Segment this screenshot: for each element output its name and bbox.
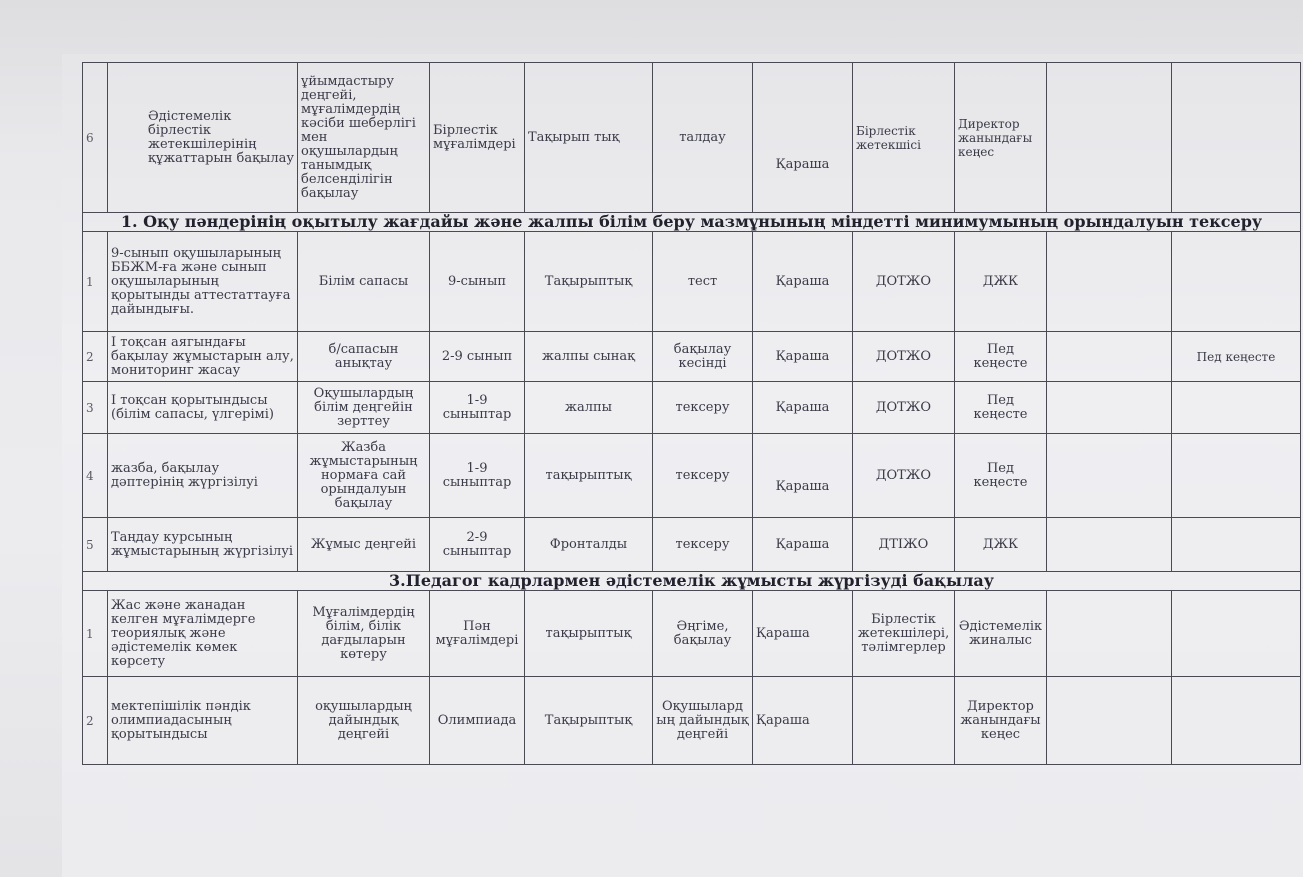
- control-method: талдау: [653, 63, 753, 213]
- extra-cell: [1047, 382, 1172, 434]
- table-row: [83, 434, 1301, 518]
- extra-cell: [1172, 232, 1301, 332]
- control-responsible: ДОТЖО: [853, 434, 955, 518]
- control-method: тексеру: [653, 434, 753, 518]
- control-topic: І тоқсан аягындағы бақылау жұмыстарын алу, мониторинг жасау: [108, 332, 298, 382]
- section-heading-row: [83, 213, 1301, 232]
- extra-cell: [1047, 332, 1172, 382]
- control-responsible: Бірлестік жетекшілері, тәлімгерлер: [853, 591, 955, 677]
- control-kind: тақырыптық: [525, 434, 653, 518]
- control-responsible: Бірлестік жетекшісі: [853, 63, 955, 213]
- extra-cell: [1047, 677, 1172, 765]
- control-topic: Таңдау курсының жұмыстарының жүргізілуі: [108, 518, 298, 572]
- control-period: Қараша: [753, 518, 853, 572]
- row-number: 3: [83, 382, 108, 434]
- control-topic: мектепішілік пәндік олимпиадасының қорытындысы: [108, 677, 298, 765]
- control-period: Қараша: [753, 434, 853, 518]
- extra-cell: [1047, 232, 1172, 332]
- extra-cell: [1172, 677, 1301, 765]
- control-kind: жалпы: [525, 382, 653, 434]
- control-goal: Оқушылардың білім деңгейін зерттеу: [298, 382, 430, 434]
- section-1-title: 1. Оқу пәндерінің оқытылу жағдайы және жалпы білім беру мазмұнының міндетті минимумының орындалуын тексеру: [83, 213, 1301, 232]
- control-object: 1-9 сыныптар: [430, 434, 525, 518]
- row-number: 5: [83, 518, 108, 572]
- control-responsible: ДОТЖО: [853, 232, 955, 332]
- control-period: Қараша: [753, 382, 853, 434]
- control-period: Қараша: [753, 232, 853, 332]
- extra-cell: [1172, 591, 1301, 677]
- table-row: [83, 677, 1301, 765]
- extra-cell: [1172, 63, 1301, 213]
- row-number: 2: [83, 677, 108, 765]
- control-goal: Жазба жұмыстарының нормаға сай орындалуын бақылау: [298, 434, 430, 518]
- extra-cell: [1047, 591, 1172, 677]
- table-row: [83, 332, 1301, 382]
- row-number: 6: [83, 63, 108, 213]
- control-period: Қараша: [753, 332, 853, 382]
- control-review: ДЖК: [955, 518, 1047, 572]
- extra-cell: [1047, 63, 1172, 213]
- section-heading-row: [83, 572, 1301, 591]
- control-object: Бірлестік мұғалімдері: [430, 63, 525, 213]
- control-method: тексеру: [653, 518, 753, 572]
- control-object: 1-9 сыныптар: [430, 382, 525, 434]
- control-object: Олимпиада: [430, 677, 525, 765]
- control-method: тексеру: [653, 382, 753, 434]
- control-object: Пән мұғалімдері: [430, 591, 525, 677]
- control-review: ДЖК: [955, 232, 1047, 332]
- control-goal: Жұмыс деңгейі: [298, 518, 430, 572]
- control-review: Директор жанындағы кеңес: [955, 63, 1047, 213]
- control-goal: Білім сапасы: [298, 232, 430, 332]
- control-goal: оқушылардың дайындық деңгейі: [298, 677, 430, 765]
- control-goal: ұйымдастыру деңгейі, мұғалімдердің кәсіби шеберлігі мен оқушылардың танымдық белсенділігін бақылау: [298, 63, 430, 213]
- control-topic: жазба, бақылау дәптерінің жүргізілуі: [108, 434, 298, 518]
- extra-cell: [1047, 434, 1172, 518]
- control-kind: Тақырып тық: [525, 63, 653, 213]
- control-kind: тақырыптық: [525, 591, 653, 677]
- row-number: 2: [83, 332, 108, 382]
- table-row: [83, 591, 1301, 677]
- row-number: 1: [83, 591, 108, 677]
- control-topic: І тоқсан қорытындысы (білім сапасы, үлгерімі): [108, 382, 298, 434]
- section-3-title: 3.Педагог кадрлармен әдістемелік жұмысты жүргізуді бақылау: [83, 572, 1301, 591]
- control-goal: Мұғалімдердің білім, білік дағдыларын көтеру: [298, 591, 430, 677]
- control-method: бақылау кесінді: [653, 332, 753, 382]
- control-review: Директор жанындағы кеңес: [955, 677, 1047, 765]
- row-number: 4: [83, 434, 108, 518]
- control-period: Қараша: [753, 677, 853, 765]
- control-method: тест: [653, 232, 753, 332]
- control-object: 9-сынып: [430, 232, 525, 332]
- extra-cell: [1047, 518, 1172, 572]
- table-row: [83, 382, 1301, 434]
- control-method: Әңгіме, бақылау: [653, 591, 753, 677]
- table-row: [83, 63, 1301, 213]
- control-responsible: [853, 677, 955, 765]
- control-review: Пед кеңесте: [955, 434, 1047, 518]
- control-review: Пед кеңесте: [955, 332, 1047, 382]
- control-kind: Тақырыптық: [525, 232, 653, 332]
- control-responsible: ДОТЖО: [853, 332, 955, 382]
- control-responsible: ДОТЖО: [853, 382, 955, 434]
- control-kind: Фронталды: [525, 518, 653, 572]
- row-number: 1: [83, 232, 108, 332]
- control-topic: 9-сынып оқушыларының ББЖМ-ға және сынып оқушыларының қорытынды аттестаттауға дайындығы.: [108, 232, 298, 332]
- control-review: Пед кеңесте: [955, 382, 1047, 434]
- control-period: Қараша: [753, 591, 853, 677]
- table-row: [83, 232, 1301, 332]
- extra-cell: [1172, 382, 1301, 434]
- control-object: 2-9 сынып: [430, 332, 525, 382]
- extra-cell: [1172, 434, 1301, 518]
- control-kind: Тақырыптық: [525, 677, 653, 765]
- extra-cell: [1172, 518, 1301, 572]
- control-kind: жалпы сынақ: [525, 332, 653, 382]
- control-object: 2-9 сыныптар: [430, 518, 525, 572]
- control-responsible: ДТІЖО: [853, 518, 955, 572]
- control-review: Әдістемелік жиналыс: [955, 591, 1047, 677]
- extra-cell: Пед кеңесте: [1172, 332, 1301, 382]
- table-row: [83, 518, 1301, 572]
- control-topic: Жас және жанадан келген мұғалімдерге теориялық және әдістемелік көмек көрсету: [108, 591, 298, 677]
- inspection-plan-table: [82, 62, 1301, 765]
- control-period: Қараша: [753, 63, 853, 213]
- control-topic: Әдістемелік бірлестік жетекшілерінің құжаттарын бақылау: [108, 63, 298, 213]
- control-goal: б/сапасын анықтау: [298, 332, 430, 382]
- control-method: Оқушылард ың дайындық деңгейі: [653, 677, 753, 765]
